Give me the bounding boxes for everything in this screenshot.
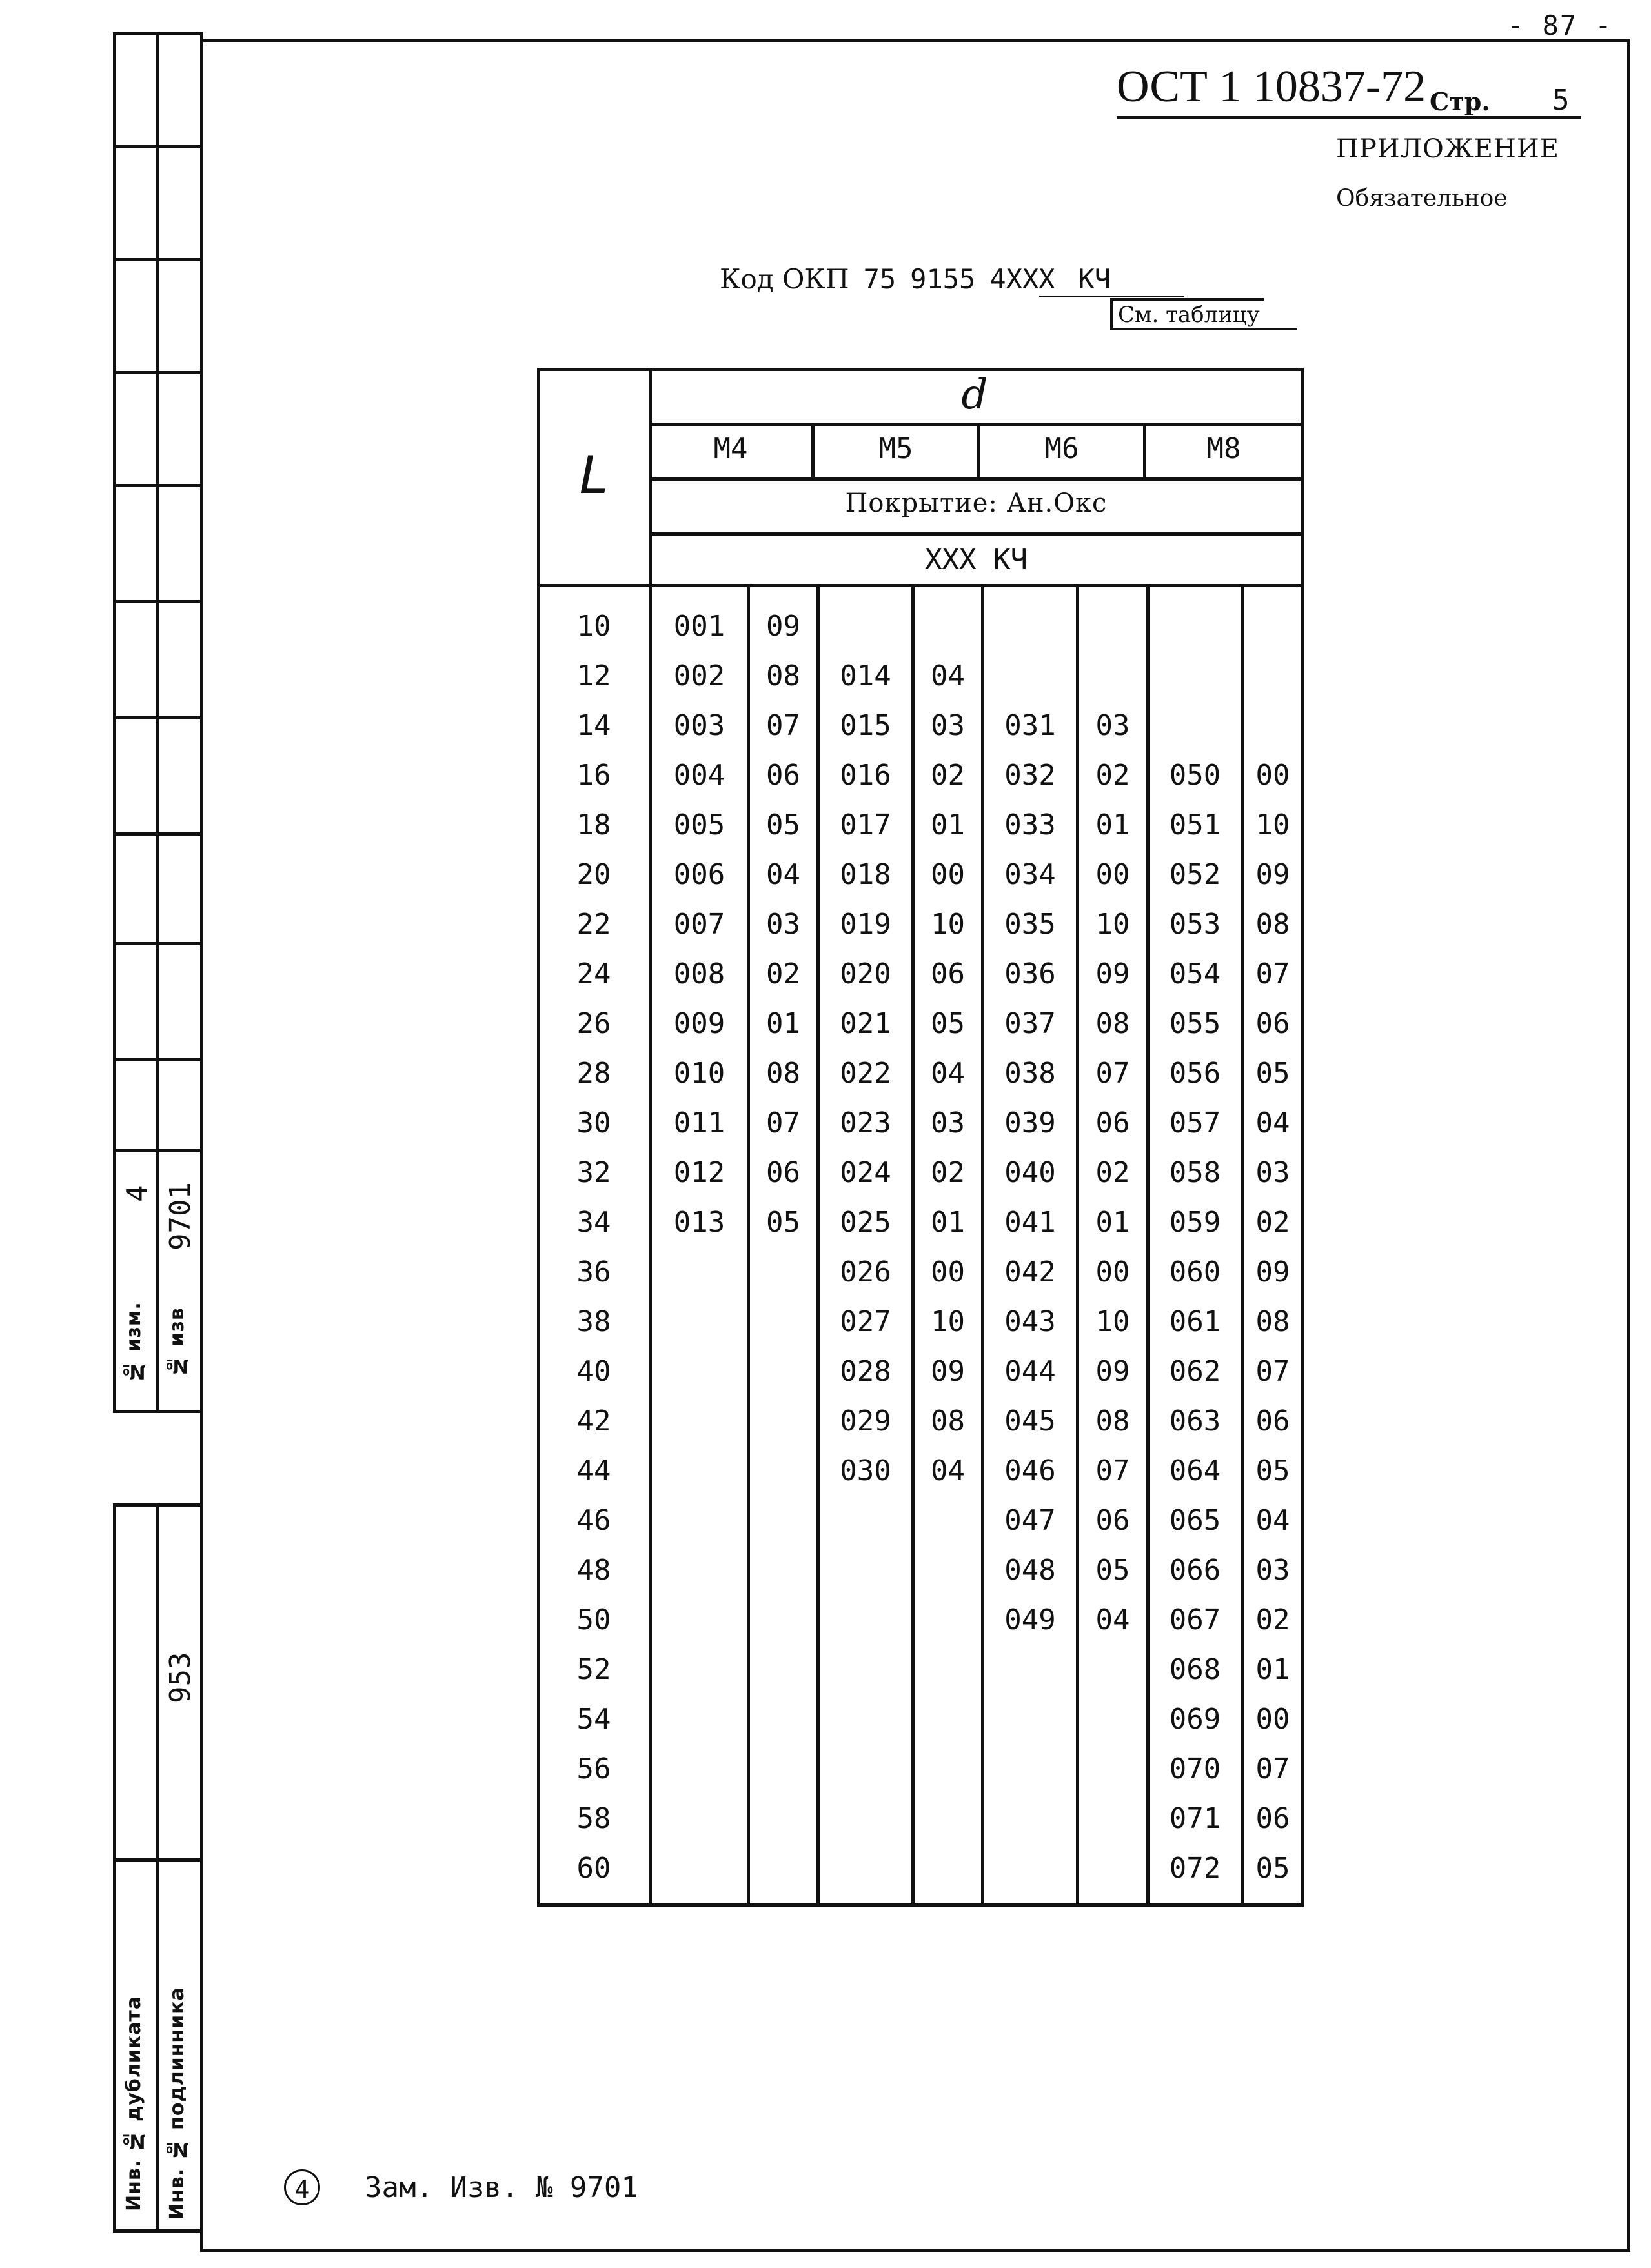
m8-kch: 09: [1255, 1256, 1290, 1289]
length-value: 38: [576, 1305, 611, 1338]
m6-code: 041: [1004, 1206, 1056, 1239]
m8-code: 068: [1169, 1653, 1221, 1686]
page-value: 5: [1552, 84, 1570, 117]
side-strip-separator: [113, 145, 203, 148]
side-strip-separator: [113, 1858, 203, 1862]
m8-code: 065: [1169, 1504, 1221, 1537]
m8-kch: 01: [1255, 1653, 1290, 1686]
m5-code: 023: [840, 1107, 891, 1139]
m8-code: 055: [1169, 1007, 1221, 1040]
m5-kch: 10: [931, 1305, 965, 1338]
m4-code: 008: [673, 958, 725, 990]
m8-code: 058: [1169, 1156, 1221, 1189]
coating-header: Покрытие: Ан.Окс: [845, 488, 1108, 518]
size-m5: M5: [878, 432, 913, 465]
m8-kch: 03: [1255, 1554, 1290, 1587]
notice-no-value: 9701: [164, 1182, 197, 1250]
top-page-number: - 87 -: [1507, 10, 1613, 41]
m6-kch: 03: [1095, 709, 1130, 742]
side-strip-separator: [113, 716, 203, 719]
m5-kch: 02: [931, 1156, 965, 1189]
m8-kch: 07: [1255, 958, 1290, 990]
m4-kch: 09: [766, 610, 800, 643]
m5-kch: 04: [931, 659, 965, 692]
m4-code: 011: [673, 1107, 725, 1139]
m5-code: 017: [840, 808, 891, 841]
m5-code: 019: [840, 908, 891, 941]
code-header: XXX КЧ: [925, 543, 1028, 576]
m6-code: 032: [1004, 759, 1056, 792]
m5-kch: 04: [931, 1454, 965, 1487]
m6-code: 034: [1004, 858, 1056, 891]
size-m6: M6: [1044, 432, 1079, 465]
side-strip-separator: [113, 1149, 203, 1152]
okp-code: [720, 263, 1125, 295]
m6-kch: 06: [1095, 1504, 1130, 1537]
length-value: 14: [576, 709, 611, 742]
table-hline: [649, 423, 1302, 426]
m6-kch: 10: [1095, 908, 1130, 941]
m4-code: 013: [673, 1206, 725, 1239]
m8-code: 064: [1169, 1454, 1221, 1487]
m8-kch: 08: [1255, 908, 1290, 941]
side-strip-separator: [113, 258, 203, 261]
length-value: 44: [576, 1454, 611, 1487]
m8-kch: 02: [1255, 1603, 1290, 1636]
m5-kch: 01: [931, 808, 965, 841]
length-value: 48: [576, 1554, 611, 1587]
table-hline: [649, 477, 1302, 481]
m6-code: 046: [1004, 1454, 1056, 1487]
m5-kch: 03: [931, 1107, 965, 1139]
m6-kch: 02: [1095, 1156, 1130, 1189]
side-strip-separator: [113, 942, 203, 945]
side-strip-separator: [113, 371, 203, 374]
size-m8: M8: [1206, 432, 1241, 465]
side-strip-separator: [113, 484, 203, 487]
m5-kch: 06: [931, 958, 965, 990]
length-value: 52: [576, 1653, 611, 1686]
m6-code: 037: [1004, 1007, 1056, 1040]
m8-code: 054: [1169, 958, 1221, 990]
diameter-header: d: [961, 371, 988, 419]
m6-code: 047: [1004, 1504, 1056, 1537]
m8-kch: 04: [1255, 1504, 1290, 1537]
m8-code: 056: [1169, 1057, 1221, 1090]
length-value: 36: [576, 1256, 611, 1289]
change-no-label: № изм.: [123, 1301, 145, 1383]
notice-no-label: № изв: [166, 1307, 188, 1377]
m6-code: 049: [1004, 1603, 1056, 1636]
m6-kch: 00: [1095, 1256, 1130, 1289]
m6-kch: 08: [1095, 1007, 1130, 1040]
m6-code: 033: [1004, 808, 1056, 841]
m8-code: 057: [1169, 1107, 1221, 1139]
m6-code: 045: [1004, 1405, 1056, 1438]
m5-code: 018: [840, 858, 891, 891]
m5-code: 026: [840, 1256, 891, 1289]
m8-code: 071: [1169, 1802, 1221, 1835]
m5-kch: 08: [931, 1405, 965, 1438]
m4-code: 007: [673, 908, 725, 941]
m8-code: 059: [1169, 1206, 1221, 1239]
m6-kch: 02: [1095, 759, 1130, 792]
inv-value: 953: [164, 1652, 197, 1703]
m8-kch: 06: [1255, 1007, 1290, 1040]
m6-kch: 10: [1095, 1305, 1130, 1338]
okp-part4: КЧ: [1078, 263, 1111, 295]
m8-code: 067: [1169, 1603, 1221, 1636]
m6-kch: 05: [1095, 1554, 1130, 1587]
m4-code: 004: [673, 759, 725, 792]
m8-code: 051: [1169, 808, 1221, 841]
m8-kch: 00: [1255, 759, 1290, 792]
m5-kch: 09: [931, 1355, 965, 1388]
m4-kch: 05: [766, 1206, 800, 1239]
size-m4: M4: [713, 432, 748, 465]
m4-code: 010: [673, 1057, 725, 1090]
document-number-underline: [1117, 116, 1581, 119]
m4-code: 009: [673, 1007, 725, 1040]
m4-kch: 07: [766, 1107, 800, 1139]
m5-code: 022: [840, 1057, 891, 1090]
m8-kch: 05: [1255, 1852, 1290, 1885]
m5-code: 028: [840, 1355, 891, 1388]
m6-kch: 07: [1095, 1057, 1130, 1090]
m8-kch: 07: [1255, 1752, 1290, 1785]
m6-code: 044: [1004, 1355, 1056, 1388]
m4-kch: 06: [766, 759, 800, 792]
table-hline: [649, 532, 1302, 536]
inv-duplicate-label: Инв. № дубликата: [123, 1995, 145, 2212]
m8-kch: 02: [1255, 1206, 1290, 1239]
side-strip-separator: [113, 1058, 203, 1061]
length-header: L: [579, 445, 609, 505]
m6-code: 038: [1004, 1057, 1056, 1090]
m5-kch: 00: [931, 858, 965, 891]
m5-kch: 00: [931, 1256, 965, 1289]
m6-code: 031: [1004, 709, 1056, 742]
m8-kch: 10: [1255, 808, 1290, 841]
m6-kch: 06: [1095, 1107, 1130, 1139]
okp-label: Код ОКП: [720, 263, 849, 295]
length-value: 34: [576, 1206, 611, 1239]
length-value: 10: [576, 610, 611, 643]
length-value: 18: [576, 808, 611, 841]
m5-code: 027: [840, 1305, 891, 1338]
m6-kch: 09: [1095, 1355, 1130, 1388]
m8-kch: 06: [1255, 1405, 1290, 1438]
length-value: 20: [576, 858, 611, 891]
m5-code: 021: [840, 1007, 891, 1040]
m8-kch: 04: [1255, 1107, 1290, 1139]
m8-kch: 08: [1255, 1305, 1290, 1338]
m5-code: 016: [840, 759, 891, 792]
m4-kch: 03: [766, 908, 800, 941]
m8-code: 060: [1169, 1256, 1221, 1289]
m5-kch: 05: [931, 1007, 965, 1040]
m8-code: 069: [1169, 1703, 1221, 1736]
okp-part1: 75: [863, 263, 896, 295]
length-value: 42: [576, 1405, 611, 1438]
length-value: 28: [576, 1057, 611, 1090]
m4-code: 012: [673, 1156, 725, 1189]
m6-kch: 01: [1095, 1206, 1130, 1239]
m5-kch: 01: [931, 1206, 965, 1239]
change-no-value: 4: [121, 1185, 154, 1203]
m8-kch: 09: [1255, 858, 1290, 891]
m6-kch: 00: [1095, 858, 1130, 891]
m8-code: 050: [1169, 759, 1221, 792]
length-value: 54: [576, 1703, 611, 1736]
appendix-type: Обязательное: [1336, 185, 1508, 212]
m4-code: 003: [673, 709, 725, 742]
length-value: 30: [576, 1107, 611, 1139]
m6-kch: 01: [1095, 808, 1130, 841]
m8-code: 063: [1169, 1405, 1221, 1438]
m6-code: 042: [1004, 1256, 1056, 1289]
length-value: 22: [576, 908, 611, 941]
m5-kch: 04: [931, 1057, 965, 1090]
m8-code: 072: [1169, 1852, 1221, 1885]
okp-part2: 9155: [910, 263, 976, 295]
m6-code: 036: [1004, 958, 1056, 990]
okp-underline: [1039, 296, 1184, 297]
m8-code: 052: [1169, 858, 1221, 891]
m8-code: 062: [1169, 1355, 1221, 1388]
length-value: 58: [576, 1802, 611, 1835]
m4-kch: 02: [766, 958, 800, 990]
m8-kch: 03: [1255, 1156, 1290, 1189]
okp-part3: 4XXX: [989, 263, 1055, 295]
m8-code: 070: [1169, 1752, 1221, 1785]
length-value: 32: [576, 1156, 611, 1189]
m5-code: 024: [840, 1156, 891, 1189]
m6-kch: 04: [1095, 1603, 1130, 1636]
m8-kch: 07: [1255, 1355, 1290, 1388]
m4-code: 001: [673, 610, 725, 643]
m5-code: 025: [840, 1206, 891, 1239]
length-value: 40: [576, 1355, 611, 1388]
length-value: 16: [576, 759, 611, 792]
length-value: 56: [576, 1752, 611, 1785]
m6-kch: 09: [1095, 958, 1130, 990]
m4-kch: 08: [766, 659, 800, 692]
m5-kch: 03: [931, 709, 965, 742]
m5-code: 014: [840, 659, 891, 692]
length-value: 50: [576, 1603, 611, 1636]
m6-kch: 08: [1095, 1405, 1130, 1438]
m8-kch: 05: [1255, 1454, 1290, 1487]
m5-code: 020: [840, 958, 891, 990]
see-table-underline: [1110, 328, 1297, 330]
m4-kch: 05: [766, 808, 800, 841]
side-strip-separator: [113, 832, 203, 836]
m6-code: 040: [1004, 1156, 1056, 1189]
m4-code: 006: [673, 858, 725, 891]
revision-note: Зам. Изв. № 9701: [365, 2171, 638, 2204]
side-strip-separator: [113, 600, 203, 603]
length-value: 12: [576, 659, 611, 692]
m4-code: 005: [673, 808, 725, 841]
m8-code: 053: [1169, 908, 1221, 941]
length-value: 26: [576, 1007, 611, 1040]
m5-code: 030: [840, 1454, 891, 1487]
m8-kch: 00: [1255, 1703, 1290, 1736]
revision-circle: 4: [284, 2169, 320, 2205]
m5-code: 015: [840, 709, 891, 742]
m6-code: 035: [1004, 908, 1056, 941]
m6-code: 043: [1004, 1305, 1056, 1338]
appendix-title: ПРИЛОЖЕНИЕ: [1336, 134, 1559, 164]
length-value: 24: [576, 958, 611, 990]
m5-kch: 02: [931, 759, 965, 792]
see-table-note: См. таблицу: [1110, 298, 1264, 328]
document-number: ОСТ 1 10837-72: [1117, 62, 1426, 112]
m6-kch: 07: [1095, 1454, 1130, 1487]
m8-kch: 05: [1255, 1057, 1290, 1090]
m8-code: 061: [1169, 1305, 1221, 1338]
m4-code: 002: [673, 659, 725, 692]
m4-kch: 04: [766, 858, 800, 891]
length-value: 60: [576, 1852, 611, 1885]
m8-code: 066: [1169, 1554, 1221, 1587]
m4-kch: 07: [766, 709, 800, 742]
m6-code: 039: [1004, 1107, 1056, 1139]
m5-code: 029: [840, 1405, 891, 1438]
m4-kch: 01: [766, 1007, 800, 1040]
m4-kch: 06: [766, 1156, 800, 1189]
m5-kch: 10: [931, 908, 965, 941]
m4-kch: 08: [766, 1057, 800, 1090]
length-value: 46: [576, 1504, 611, 1537]
page-label: Стр.: [1430, 87, 1490, 116]
m8-kch: 06: [1255, 1802, 1290, 1835]
inv-original-label: Инв. № подлинника: [166, 1987, 188, 2220]
m6-code: 048: [1004, 1554, 1056, 1587]
